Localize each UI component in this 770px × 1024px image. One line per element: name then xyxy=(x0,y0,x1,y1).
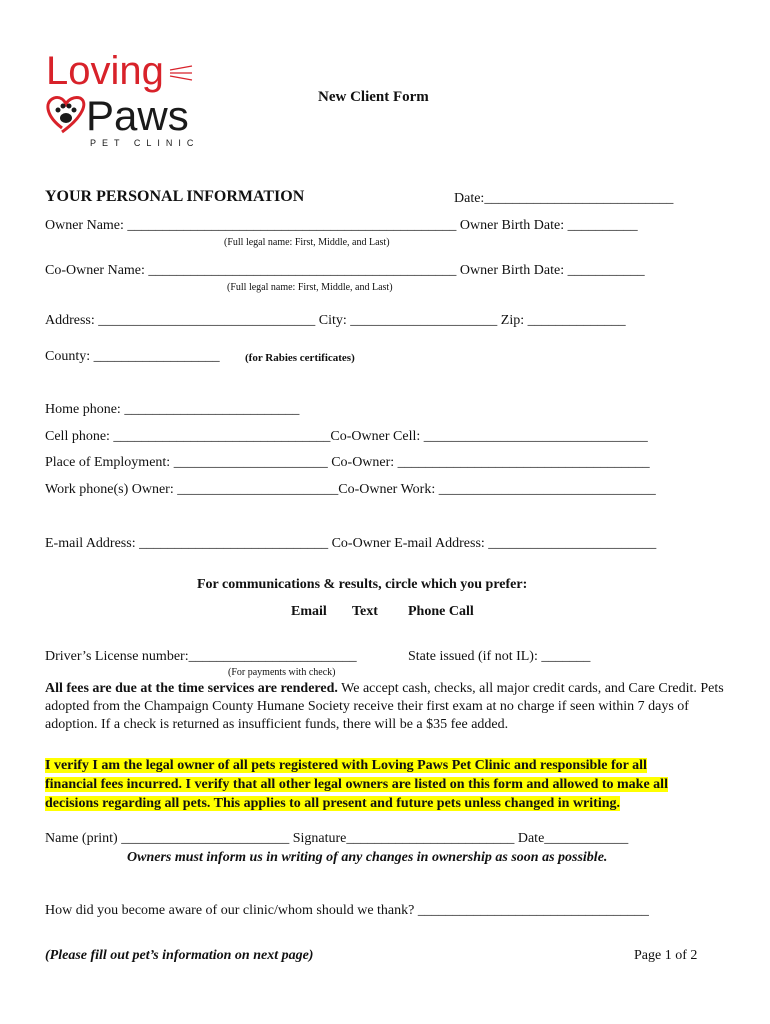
state-issued-field[interactable]: State issued (if not IL): _______ xyxy=(408,649,591,664)
referral-field[interactable]: How did you become aware of our clinic/whom should we thank? _________________________________ xyxy=(45,903,649,918)
date-field[interactable]: Date:___________________________ xyxy=(454,191,674,206)
section-heading: YOUR PERSONAL INFORMATION xyxy=(45,188,305,205)
communications-prompt: For communications & results, circle which you prefer: xyxy=(197,577,528,592)
ownership-note: Owners must inform us in writing of any changes in ownership as soon as possible. xyxy=(127,850,608,865)
loving-paws-logo-graphic xyxy=(40,40,200,150)
co-owner-name-hint: (Full legal name: First, Middle, and Last) xyxy=(227,282,393,293)
drivers-license-hint: (For payments with check) xyxy=(228,667,336,678)
option-email[interactable]: Email xyxy=(291,604,327,619)
fees-body: We accept cash, checks, all major credit cards, and Care Credit. Pets adopted from the Champaign County Humane Society receive their first exam at no charge if seen within 7 days of adoption. If a check is returned as insufficient funds, there will be a $35 fee added. xyxy=(45,681,724,732)
verify-line-2: financial fees incurred. I verify that all other legal owners are listed on this form and allowed to make all xyxy=(45,777,668,792)
verify-line-1: I verify I am the legal owner of all pets registered with Loving Paws Pet Clinic and responsible for all xyxy=(45,758,647,773)
next-page-note: (Please fill out pet’s information on next page) xyxy=(45,948,314,963)
clinic-logo xyxy=(40,40,200,150)
email-field[interactable]: E-mail Address: ___________________________ Co-Owner E-mail Address: ________________________ xyxy=(45,536,657,551)
work-phone-field[interactable]: Work phone(s) Owner: _______________________Co-Owner Work: _______________________________ xyxy=(45,482,656,497)
fees-paragraph xyxy=(45,680,725,734)
fees-lead: All fees are due at the time services are rendered. xyxy=(45,681,338,696)
employment-field[interactable]: Place of Employment: ______________________ Co-Owner: ____________________________________ xyxy=(45,455,650,470)
page-title: New Client Form xyxy=(318,89,429,105)
logo-word-paws: Paws xyxy=(86,92,189,139)
verify-line-3: decisions regarding all pets. This applies to all present and future pets unless changed in writing. xyxy=(45,796,620,811)
co-owner-name-field[interactable]: Co-Owner Name: ____________________________________________ Owner Birth Date: ___________ xyxy=(45,263,645,278)
drivers-license-field[interactable]: Driver’s License number:________________________ xyxy=(45,649,357,664)
county-note: (for Rabies certificates) xyxy=(245,352,355,364)
owner-name-hint: (Full legal name: First, Middle, and Last) xyxy=(224,237,390,248)
address-field[interactable]: Address: _______________________________ City: _____________________ Zip: ______________ xyxy=(45,313,626,328)
option-phone-call[interactable]: Phone Call xyxy=(408,604,474,619)
whiskers-icon xyxy=(170,66,192,80)
home-phone-field[interactable]: Home phone: _________________________ xyxy=(45,402,300,417)
cell-phone-field[interactable]: Cell phone: _______________________________Co-Owner Cell: ________________________________ xyxy=(45,429,648,444)
logo-subtitle: PET CLINIC xyxy=(90,138,200,148)
option-text[interactable]: Text xyxy=(352,604,378,619)
county-field[interactable]: County: __________________ xyxy=(45,349,220,364)
owner-name-field[interactable]: Owner Name: _______________________________________________ Owner Birth Date: __________ xyxy=(45,218,638,233)
logo-word-loving: Loving xyxy=(46,49,164,93)
signature-line[interactable]: Name (print) ________________________ Signature________________________ Date____________ xyxy=(45,831,629,846)
page-number: Page 1 of 2 xyxy=(634,948,698,963)
verification-statement xyxy=(45,756,735,813)
